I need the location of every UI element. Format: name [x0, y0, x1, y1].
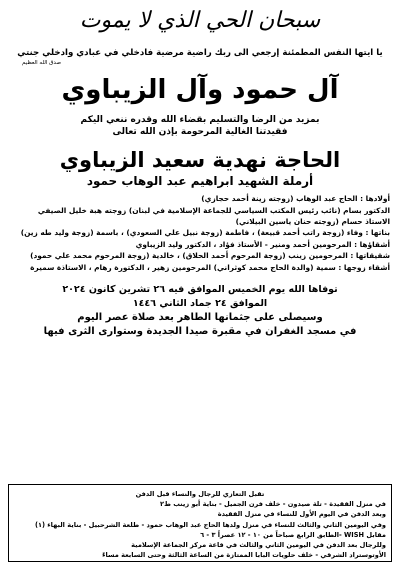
funeral-prayer: وسيصلى على جثمانها الطاهر بعد صلاة عصر اليوم	[77, 311, 323, 323]
condolences-line: الأوتوستراد الشرقي - خلف حلويات البابا الممتازة من الساعة الثالثة وحتى السابعة مساءً	[102, 551, 386, 560]
relatives-line: الاستاذ حسام (زوجته حنان ياسين البيلاني)	[235, 217, 390, 226]
relatives-line: أشقاؤها : المرحومين أحمد ومنير - الأستاذ فؤاد ، الدكتور وليد الزيباوي	[135, 239, 390, 249]
burial-place: في مسجد الغفران في مقبرة صيدا الجديدة وستوارى الثرى فيها	[43, 326, 357, 338]
relatives-line: بناتها : وفاء (زوجة راتب أحمد قبيعة) ، فاطمة (زوجة نبيل علي السعودي) ، باسمة (زوجة وليد طه زين)	[20, 228, 390, 238]
quran-verse: يا ايتها النفس المطمئنة إرجعي الى ربك راضية مرضية فادخلي في عبادي وادخلي جنتي	[17, 48, 383, 59]
condolences-line: تقبل التعازي للرجال والنساء قبل الدفن	[135, 490, 265, 498]
hijri-date: الموافق ٢٤ جماد الثاني ١٤٤٦	[132, 298, 268, 310]
intro-line-1: بمزيد من الرضا والتسليم بقضاء الله وقدره ننعي اليكم	[80, 114, 320, 125]
family-names: آل حمود وآل الزيباوي	[61, 74, 339, 105]
quran-verse-block	[8, 48, 392, 65]
condolences-box	[8, 484, 392, 562]
condolences-line: وبعد الدفن في اليوم الأول للنساء في منزل الفقيدة	[217, 510, 386, 519]
condolences-line: مقابل WISH -الطابق الرابع صباحاً من ١٠ - ١٢ عصراً ٣ - ٦	[200, 530, 386, 539]
relatives-line: أشقاء زوجها : سمية (والدة الحاج محمد كوثراني) المرحومين زهير ، الدكتورة رهام ، الاستاذة سميرة	[30, 262, 390, 272]
widow-of: أرملة الشهيد ابراهيم عبد الوهاب حمود	[86, 174, 314, 189]
intro-line-2: فقيدتنا الغالية المرحومة بإذن الله تعالى	[112, 126, 288, 137]
condolences-line: في منزل الفقيدة - تلة صيدون - خلف فرن الجميل - بناية أبو زينب ط٢	[160, 500, 386, 509]
relatives-line: الدكتور بسام (نائب رئيس المكتب السياسي للجماعة الإسلامية في لبنان) زوجته هبة خليل الصيفي	[37, 205, 390, 215]
verse-source: صدق الله العظيم	[22, 59, 61, 66]
death-date: توفاها الله يوم الخميس الموافق فيه ٢٦ تشرين كانون ٢٠٢٤	[62, 284, 338, 296]
announcement-intro	[8, 114, 392, 138]
death-and-funeral-info	[8, 283, 392, 340]
deceased-name: الحاجة نهدية سعيد الزيباوي	[59, 147, 341, 172]
condolences-line: وفي اليومين الثاني والثالث للنساء في منزل ولدها الحاج عبد الوهاب حمود - طلعة الشرحبيل - بناية البهاء (١)	[34, 520, 386, 529]
relatives-line: أولادها : الحاج عبد الوهاب (زوجته زينة أحمد حجازي)	[201, 194, 390, 204]
relatives-line: شقيقاتها : المرحومين زينب (زوجة المرحوم أحمد الحلاق) ، خالدية (زوجة المرحوم محمد علي حمود)	[30, 251, 390, 261]
calligraphy-header: سبحان الحي الذي لا يموت	[79, 8, 321, 33]
relatives-list	[8, 193, 392, 273]
condolences-line: وللرجال بعد الدفن في اليومين الثاني والثالث في قاعة مركز الجماعة الإسلامية	[131, 541, 386, 550]
